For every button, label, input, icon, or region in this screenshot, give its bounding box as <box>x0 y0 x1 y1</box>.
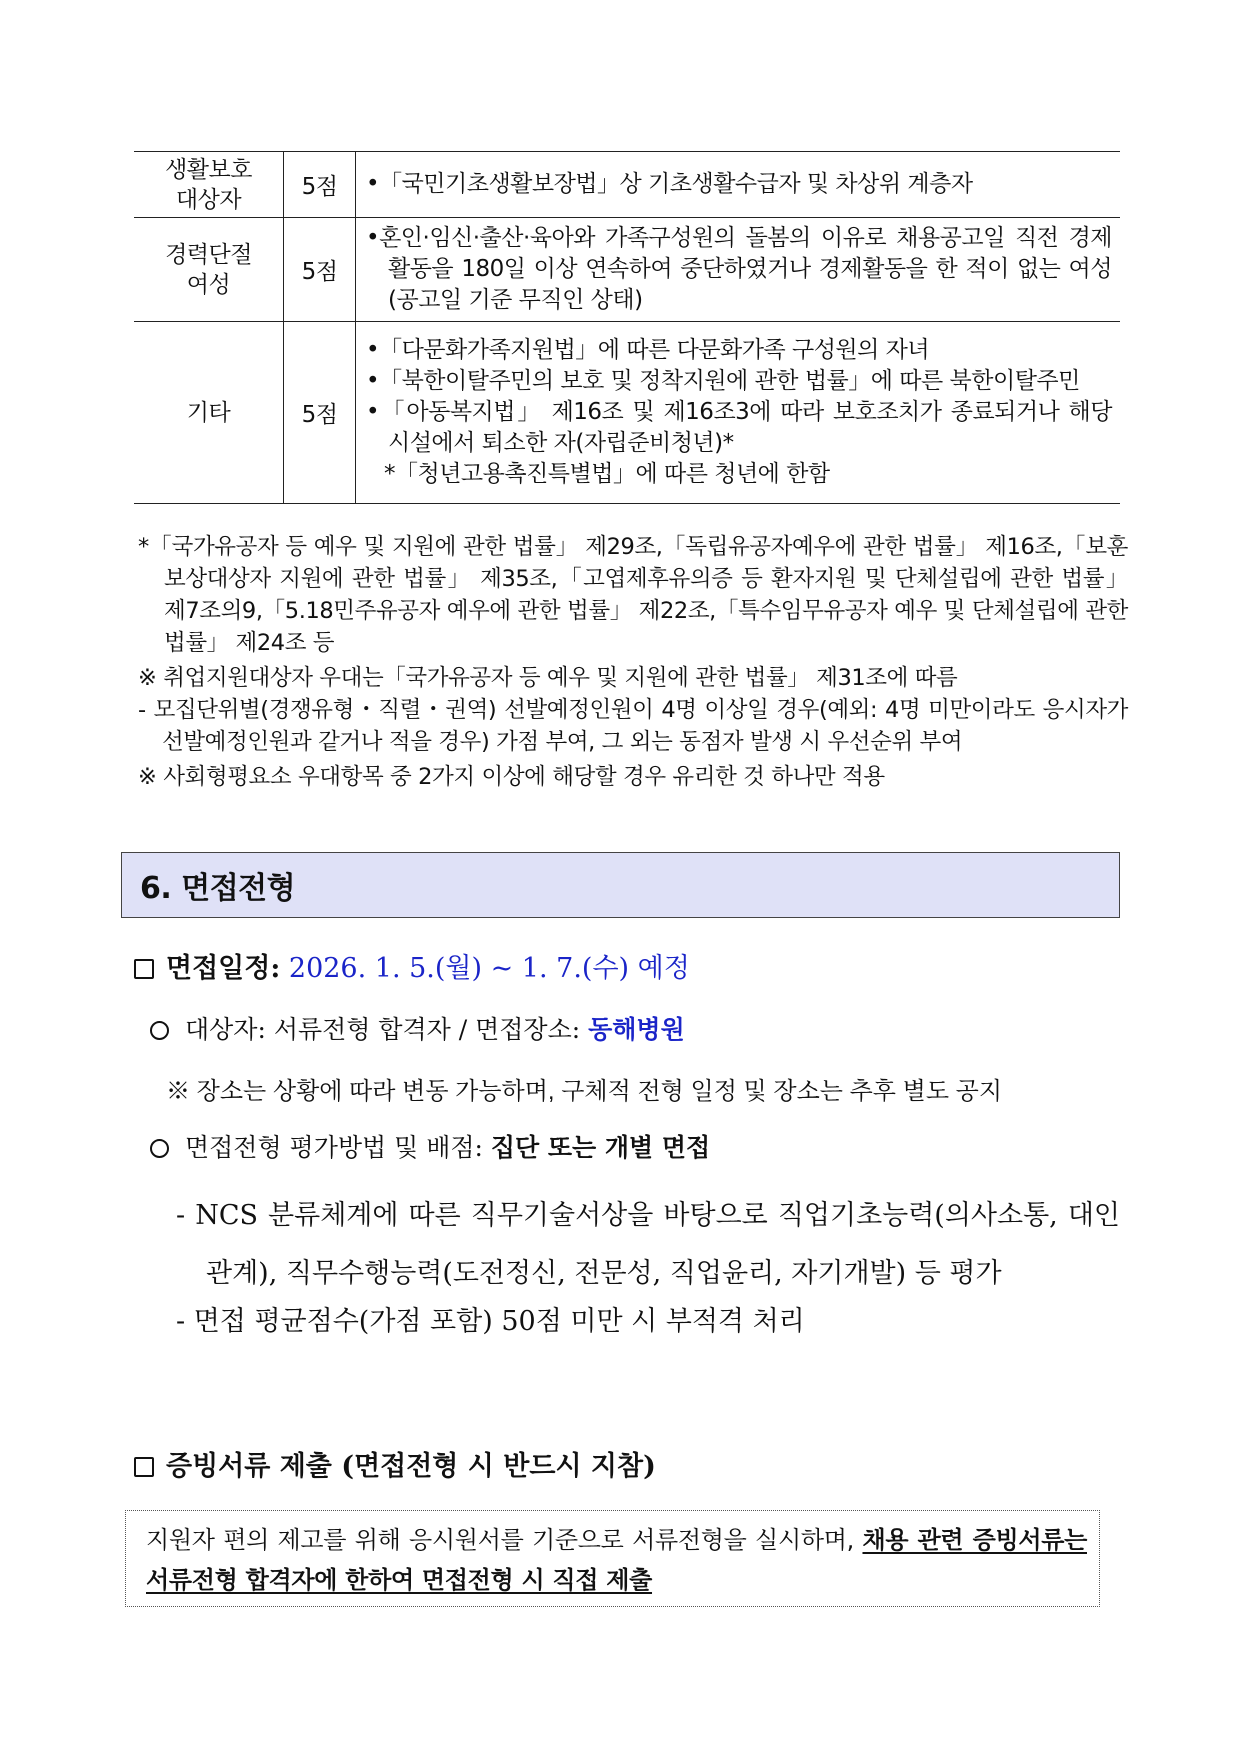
interview-schedule <box>134 946 690 985</box>
square-bullet-icon <box>134 1457 154 1477</box>
bullet-item: •「국민기초생활보장법」상 기초생활수급자 및 차상위 계층자 <box>366 171 973 197</box>
method-label: 면접전형 평가방법 및 배점: <box>185 1133 483 1162</box>
bullet-item: •혼인·임신·출산·육아와 가족구성원의 돌봄의 이유로 채용공고일 직전 경제활동을 180일 이상 연속하여 중단하였거나 경제활동을 한 적이 없는 여성(공고일 기준 무직인 상태) <box>366 225 1112 313</box>
sub-note: *「청년고용촉진특별법」에 따른 청년에 한함 <box>384 461 830 487</box>
category-line: 생활보호 <box>165 156 252 183</box>
category-line: 여성 <box>186 271 231 298</box>
bullet-item: •「북한이탈주민의 보호 및 정착지원에 관한 법률」에 따른 북한이탈주민 <box>366 368 1080 394</box>
footnote-single-apply: ※ 사회형평요소 우대항목 중 2가지 이상에 해당할 경우 유리한 것 하나만 적용 <box>138 764 885 790</box>
documents-heading <box>134 1444 656 1483</box>
interview-place: 동해병원 <box>588 1015 685 1044</box>
criteria-text: - NCS 분류체계에 따른 직무기술서상을 바탕으로 직업기초능력(의사소통, 대인관계), 직무수행능력(도전정신, 전문성, 직업윤리, 자기개발) 등 평가 <box>176 1200 1120 1289</box>
points-cell: 5점 <box>284 218 356 322</box>
table-row <box>134 322 1120 504</box>
notice-text: 지원자 편의 제고를 위해 응시원서를 기준으로 서류전형을 실시하며, <box>146 1526 863 1554</box>
bullet-item: •「아동복지법」 제16조 및 제16조3에 따라 보호조치가 종료되거나 해당 시설에서 퇴소한 자(자립준비청년)* <box>366 399 1112 456</box>
evaluation-criteria <box>176 1187 1120 1303</box>
category-cell <box>134 152 284 218</box>
documents-notice <box>125 1510 1100 1607</box>
footnote-quota-rule: - 모집단위별(경쟁유형・직렬・권역) 선발예정인원이 4명 이상일 경우(예외: 4명 미만이라도 응시자가 선발예정인원과 같거나 적을 경우) 가점 부여, 그 외는 동점자 발생 시 우선순위 부여 <box>138 697 1128 755</box>
schedule-value: 2026. 1. 5.(월) ~ 1. 7.(수) 예정 <box>288 953 690 984</box>
points-cell: 5점 <box>284 322 356 504</box>
description-cell <box>356 152 1121 218</box>
category-cell <box>134 322 284 504</box>
description-cell <box>356 322 1121 504</box>
footnote-employment-support: ※ 취업지원대상자 우대는「국가유공자 등 예우 및 지원에 관한 법률」 제31조에 따름 <box>138 665 958 691</box>
place-note: ※ 장소는 상황에 따라 변동 가능하며, 구체적 전형 일정 및 장소는 추후 별도 공지 <box>166 1078 1003 1105</box>
table-row <box>134 152 1120 218</box>
bullet-item: •「다문화가족지원법」에 따른 다문화가족 구성원의 자녀 <box>366 337 930 363</box>
interview-method <box>150 1128 710 1164</box>
interview-target <box>150 1010 685 1046</box>
description-cell <box>356 218 1121 322</box>
target-label: 대상자: 서류전형 합격자 / 면접장소: <box>185 1015 581 1044</box>
circle-bullet-icon <box>150 1021 169 1040</box>
category-line: 대상자 <box>175 186 242 213</box>
section-title: 6. 면접전형 <box>140 871 296 906</box>
schedule-label: 면접일정: <box>166 953 281 984</box>
table-row <box>134 218 1120 322</box>
points-cell: 5점 <box>284 152 356 218</box>
cutoff-rule: - 면접 평균점수(가점 포함) 50점 미만 시 부적격 처리 <box>176 1306 805 1337</box>
category-line: 경력단절 <box>165 241 252 268</box>
documents-heading-text: 증빙서류 제출 (면접전형 시 반드시 지참) <box>166 1451 656 1482</box>
circle-bullet-icon <box>150 1139 169 1158</box>
preference-table <box>134 151 1120 504</box>
notice-emphasis: 채용 관련 증빙서류는 서류전형 합격자에 한하여 면접전형 시 직접 제출 <box>146 1526 1087 1594</box>
category-cell <box>134 218 284 322</box>
square-bullet-icon <box>134 959 154 979</box>
section-header <box>121 852 1120 918</box>
footnote-law-list: *「국가유공자 등 예우 및 지원에 관한 법률」 제29조,「독립유공자예우에 관한 법률」 제16조,「보훈보상대상자 지원에 관한 법률」 제35조,「고엽제후유의증 등 환자지원 및 단체설립에 관한 법률」 제7조의9,「5.18민주유공자 예우에 관한 법률」 제22조,「특수임무유공자 예우 및 단체설립에 관한 법률」 제24조 등 <box>138 534 1128 656</box>
category-line: 기타 <box>186 399 231 426</box>
method-value: 집단 또는 개별 면접 <box>490 1133 711 1162</box>
footnotes <box>138 531 1128 793</box>
